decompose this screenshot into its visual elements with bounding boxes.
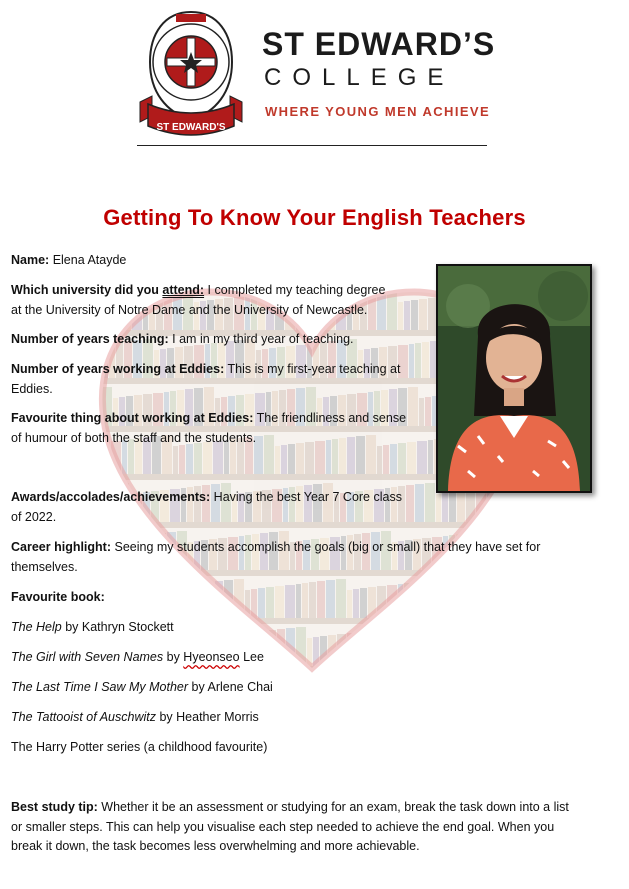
book-spine	[513, 582, 520, 618]
study-tip-line-1: Whether it be an assessment or studying for an exam, break the task down into a list	[97, 800, 569, 814]
book-spine	[506, 583, 512, 618]
book-spine	[432, 678, 439, 714]
book-author-prefix: by	[163, 650, 184, 664]
book-item	[11, 708, 259, 728]
book-title: The Help	[11, 620, 62, 634]
years-value: I am in my third year of teaching.	[168, 332, 354, 346]
book-spine	[491, 683, 499, 714]
book-spine	[532, 635, 540, 666]
book-spine	[194, 584, 199, 618]
career-label: Career highlight:	[11, 540, 112, 554]
favourite-value-2: of humour of both the staff and the students.	[11, 430, 257, 445]
book-spine	[285, 585, 295, 618]
book-spine	[113, 581, 121, 618]
favourite-thing-answer	[11, 409, 431, 448]
book-spine	[425, 679, 431, 714]
book-spine	[534, 678, 541, 714]
university-value-1: I completed my teaching degree	[204, 283, 386, 297]
book-spine	[275, 446, 280, 474]
svg-text:ST EDWARD'S: ST EDWARD'S	[156, 122, 226, 133]
book-spine	[422, 636, 429, 666]
book-spine	[490, 628, 499, 666]
book-spine	[186, 444, 193, 474]
book-spine	[371, 630, 378, 666]
book-spine	[122, 580, 131, 618]
book-spine	[383, 445, 389, 474]
book-item	[11, 738, 267, 758]
book-author: by Heather Morris	[155, 710, 259, 724]
book-spine	[409, 638, 414, 666]
book-author: by Kathryn Stockett	[61, 620, 174, 634]
book-spine	[470, 587, 478, 618]
book-spine	[479, 586, 488, 618]
book-spine	[524, 636, 531, 666]
book-spine	[347, 590, 352, 618]
career-answer	[11, 538, 611, 577]
book-spine	[527, 679, 533, 714]
book-spine	[302, 583, 308, 618]
awards-value-2: of 2022.	[11, 509, 57, 524]
book-spine	[419, 680, 424, 714]
book-spine	[398, 682, 407, 714]
book-spine	[379, 629, 387, 666]
book-spine	[149, 589, 155, 618]
book-spine	[470, 686, 475, 714]
book-spine	[462, 588, 469, 618]
book-spine	[287, 683, 295, 714]
book-spine	[500, 627, 510, 666]
book-spine	[517, 637, 523, 666]
career-value-1: Seeing my students accomplish the goals (big or small) that they have set for	[111, 540, 541, 554]
book-spine	[481, 629, 489, 666]
book-spine	[459, 675, 469, 714]
book-spine	[442, 493, 448, 522]
book-spine	[296, 682, 305, 714]
book-spine	[266, 587, 274, 618]
book-spine	[389, 683, 397, 714]
book-spine	[408, 681, 418, 714]
study-tip-answer	[11, 798, 621, 857]
header-divider	[137, 145, 487, 146]
book-spine	[275, 586, 284, 618]
book-spine	[428, 580, 437, 618]
book-spine	[489, 585, 499, 618]
favourite-value-1: The friendliness and sense	[253, 411, 407, 425]
eddies-label: Number of years working at Eddies:	[11, 362, 225, 376]
book-spine	[173, 446, 178, 474]
book-spine	[438, 579, 448, 618]
book-spine	[476, 685, 482, 714]
favourite-book-label: Favourite book:	[11, 590, 105, 604]
book-item	[11, 678, 273, 698]
book-spine	[364, 631, 370, 666]
awards-value-1: Having the best Year 7 Core class	[210, 490, 402, 504]
book-spine	[173, 586, 182, 618]
book-spine	[449, 633, 459, 666]
book-spine	[388, 628, 397, 666]
awards-answer	[11, 488, 431, 527]
book-title: The Last Time I Saw My Mother	[11, 680, 189, 694]
name-value: Elena Atayde	[49, 253, 127, 267]
book-spine	[460, 632, 465, 666]
book-spine	[336, 579, 346, 618]
book-spine	[183, 585, 193, 618]
book-item	[11, 648, 264, 668]
school-name-college: COLLEGE	[264, 64, 455, 91]
book-spine	[296, 584, 301, 618]
book-spine	[358, 632, 363, 666]
book-spine	[207, 582, 214, 618]
eddies-years-answer	[11, 360, 431, 399]
book-spine	[455, 589, 461, 618]
book-spine	[449, 590, 454, 618]
book-spine	[510, 681, 520, 714]
book-spine	[473, 630, 480, 666]
book-spine	[179, 445, 185, 474]
book-spine	[326, 580, 335, 618]
book-spine	[317, 680, 322, 714]
book-spine	[279, 684, 286, 714]
book-spine	[521, 680, 526, 714]
book-title: The Tattooist of Auschwitz	[11, 710, 156, 724]
book-spine	[439, 634, 448, 666]
years-label: Number of years teaching:	[11, 332, 169, 346]
book-spine	[357, 675, 367, 714]
book-spine	[381, 684, 388, 714]
book-spine	[309, 582, 316, 618]
book-spine	[374, 685, 380, 714]
book-spine	[500, 584, 505, 618]
school-tagline: WHERE YOUNG MEN ACHIEVE	[265, 104, 491, 119]
school-crest-icon	[136, 4, 246, 139]
book-spine	[200, 583, 206, 618]
book-spine	[538, 494, 543, 522]
study-tip-label: Best study tip:	[11, 800, 98, 814]
book-author-flagged: Hyeonseo	[183, 650, 240, 664]
book-spine	[390, 444, 397, 474]
book-spine	[156, 588, 163, 618]
book-spine	[306, 681, 316, 714]
book-spine	[521, 581, 529, 618]
page-title: Getting To Know Your English Teachers	[103, 205, 526, 230]
book-spine	[132, 579, 142, 618]
book-spine	[511, 638, 516, 666]
name-label: Name:	[11, 253, 50, 267]
book-spine	[330, 678, 337, 714]
book-spine	[411, 582, 418, 618]
favourite-label: Favourite thing about working at Eddies:	[11, 411, 254, 425]
book-spine	[272, 685, 278, 714]
book-spine	[530, 580, 539, 618]
book-spine	[449, 492, 456, 522]
book-spine	[258, 588, 265, 618]
name-line	[11, 251, 126, 271]
university-label: Which university did you	[11, 283, 163, 297]
book-spine	[483, 684, 490, 714]
book-spine	[353, 589, 359, 618]
school-name: ST EDWARD’S	[262, 26, 496, 62]
book-spine	[398, 627, 408, 666]
book-spine	[164, 587, 172, 618]
book-spine	[317, 581, 325, 618]
book-item	[11, 618, 174, 638]
book-spine	[288, 444, 295, 474]
book-spine	[105, 582, 112, 618]
book-spine	[419, 581, 427, 618]
book-spine	[323, 679, 329, 714]
book-spine	[368, 686, 373, 714]
book-spine	[338, 677, 346, 714]
book-spine	[440, 677, 448, 714]
eddies-value-1: This is my first-year teaching at	[224, 362, 401, 376]
study-tip-line-3: break it down, the task becomes less overwhelming and more achievable.	[11, 839, 420, 853]
book-spine	[457, 491, 465, 522]
university-label-attend: attend:	[162, 283, 205, 297]
book-spine	[143, 590, 148, 618]
book-spine	[466, 631, 472, 666]
book-spine	[500, 682, 509, 714]
book-title: The Girl with Seven Names	[11, 650, 164, 664]
eddies-value-2: Eddies.	[11, 381, 53, 396]
career-value-2: themselves.	[11, 559, 78, 574]
book-spine	[281, 445, 287, 474]
book-spine	[436, 494, 441, 522]
book-spine	[347, 676, 356, 714]
awards-label: Awards/accolades/achievements:	[11, 490, 211, 504]
university-answer	[11, 281, 431, 320]
book-spine	[360, 588, 367, 618]
book-spine	[415, 637, 421, 666]
book-author-suffix: Lee	[239, 650, 264, 664]
book-plain: The Harry Potter series (a childhood favourite)	[11, 740, 268, 754]
teacher-portrait	[436, 264, 592, 493]
university-value-2: at the University of Notre Dame and the University of Newcastle.	[11, 302, 368, 317]
book-spine	[430, 635, 438, 666]
years-teaching-line	[11, 330, 354, 350]
study-tip-line-2: or smaller steps. This can help you visualise each step needed to achieve the end goal. When you	[11, 819, 555, 834]
favourite-book-heading	[11, 588, 105, 608]
book-author: by Arlene Chai	[188, 680, 273, 694]
book-spine	[449, 676, 458, 714]
book-spine	[377, 446, 382, 474]
